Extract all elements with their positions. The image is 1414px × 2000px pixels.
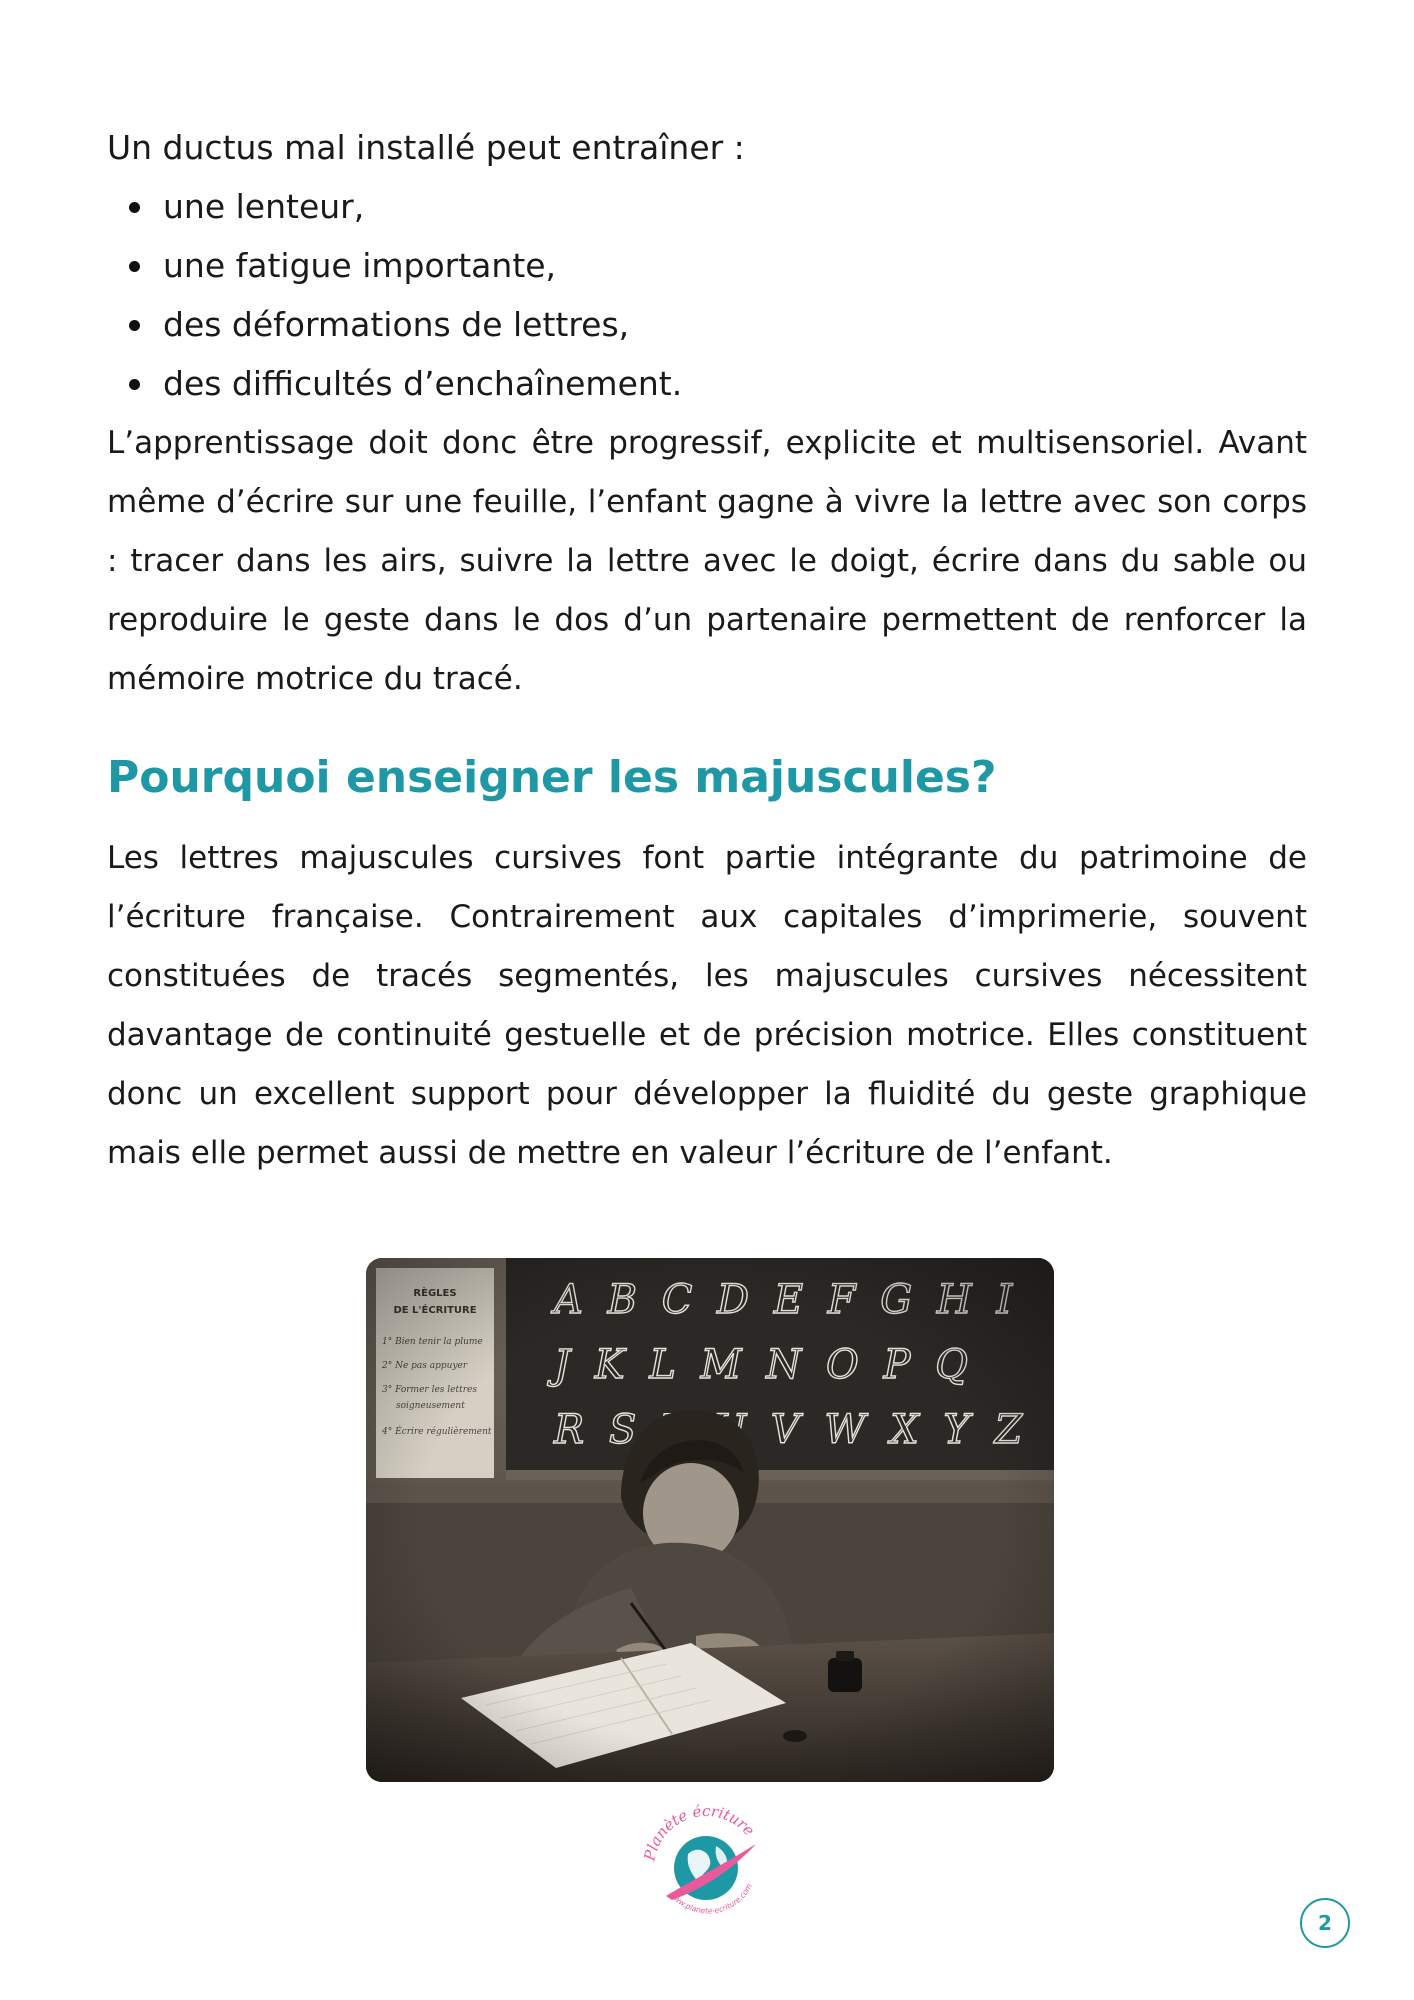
section-heading: Pourquoi enseigner les majuscules? (107, 752, 997, 803)
page-number: 2 (1300, 1898, 1350, 1948)
svg-text:www.planete-ecriture.com: www.planete-ecriture.com (668, 1882, 754, 1916)
classroom-illustration (366, 1258, 1054, 1782)
list-item: une lenteur, (107, 177, 1307, 236)
planete-ecriture-logo (636, 1796, 776, 1936)
paragraph-1: L’apprentissage doit donc être progressif, explicite et multisensoriel. Avant même d’écrire sur une feuille, l’enfant gagne à vivre la lettre avec son corps : tracer dans les airs, suivre la lettre avec le doigt, écrire dans du sable ou reproduire le geste dans le dos d’un partenaire permettent de renforcer la mémoire motrice du tracé. (107, 425, 1307, 697)
bullet-list (107, 177, 1307, 413)
intro-text: Un ductus mal installé peut entraîner : (107, 128, 745, 167)
list-item: des déformations de lettres, (107, 295, 1307, 354)
svg-text:Planète écriture: Planète écriture (640, 1801, 759, 1863)
classroom-photo (366, 1258, 1054, 1782)
list-item: des difficultés d’enchaînement. (107, 354, 1307, 413)
list-item: une fatigue importante, (107, 236, 1307, 295)
paragraph-2: Les lettres majuscules cursives font partie intégrante du patrimoine de l’écriture française. Contrairement aux capitales d’imprimerie, souvent constituées de tracés segmentés, les majuscules cursives nécessitent davantage de continuité gestuelle et de précision motrice. Elles constituent donc un excellent support pour développer la fluidité du geste graphique mais elle permet aussi de mettre en valeur l’écriture de l’enfant. (107, 840, 1307, 1171)
